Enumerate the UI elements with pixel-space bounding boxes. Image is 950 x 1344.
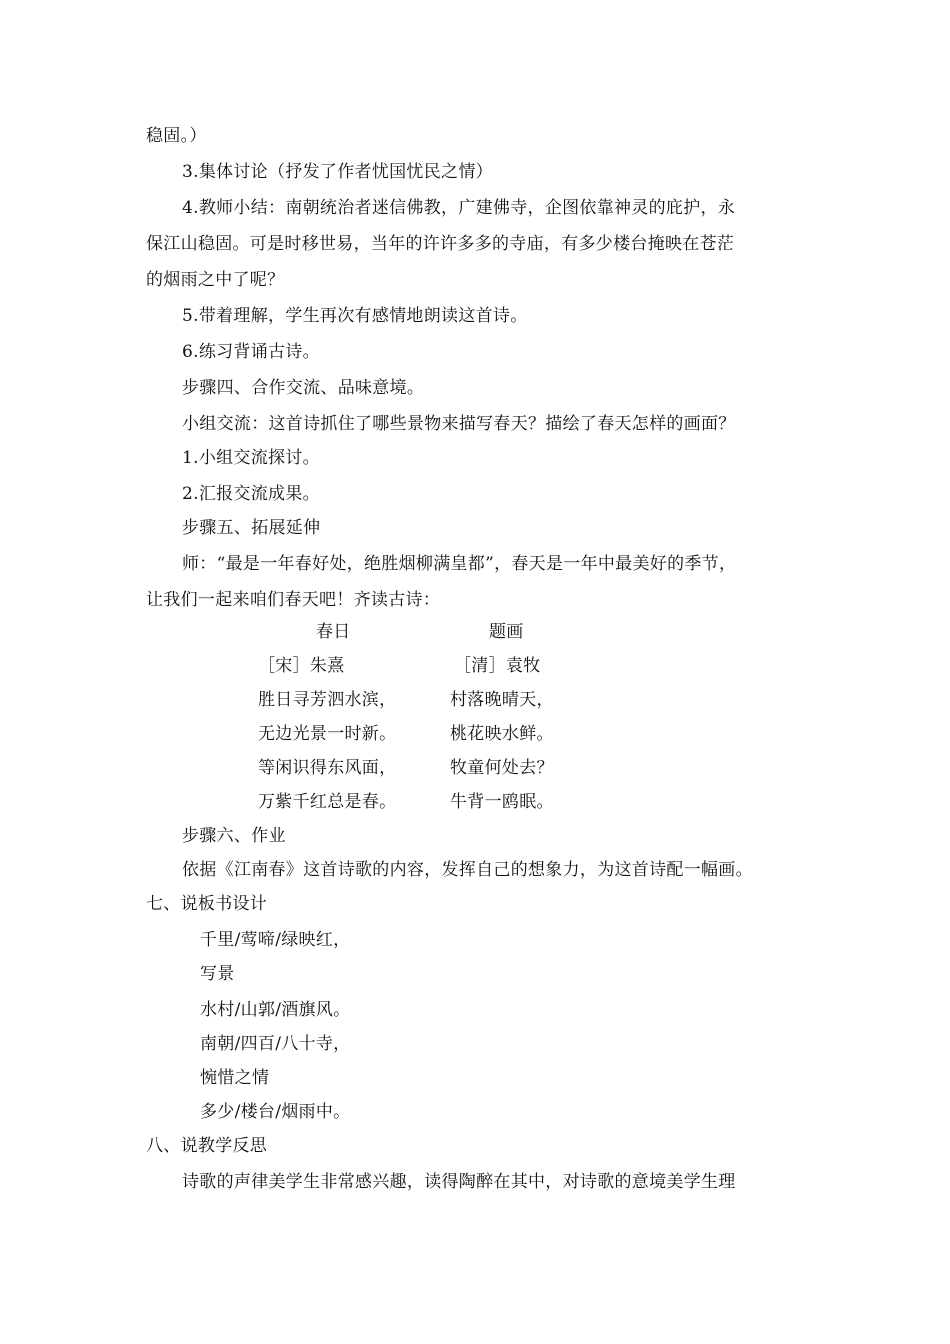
poem-right-line: 桃花映水鲜。: [450, 724, 554, 744]
poem-left-title: 春日: [316, 622, 351, 642]
board-line: 写景: [200, 964, 235, 984]
section8-heading: 八、说教学反思: [146, 1136, 268, 1156]
paragraph-teacher-line1: 师：“最是一年春好处，绝胜烟柳满皇都”，春天是一年中最美好的季节，: [182, 554, 737, 574]
paragraph-homework: 依据《江南春》这首诗歌的内容，发挥自己的想象力，为这首诗配一幅画。: [182, 860, 753, 880]
step4-heading: 步骤四、合作交流、品味意境。: [182, 378, 425, 398]
poem-left-line: 无边光景一时新。: [258, 724, 397, 744]
poem-right-line: 牧童何处去？: [450, 758, 554, 778]
board-line: 多少/楼台/烟雨中。: [200, 1102, 351, 1122]
step6-heading: 步骤六、作业: [182, 826, 286, 846]
poem-right-line: 村落晚晴天，: [450, 690, 554, 710]
poem-left-line: 胜日寻芳泗水滨，: [258, 690, 397, 710]
paragraph-continuation: 稳固。）: [146, 126, 207, 146]
section7-heading: 七、说板书设计: [146, 894, 268, 914]
board-line: 千里/莺啼/绿映红，: [200, 930, 351, 950]
paragraph-summary-line3: 的烟雨之中了呢？: [146, 270, 285, 290]
step5-heading: 步骤五、拓展延伸: [182, 518, 321, 538]
paragraph-report: 2.汇报交流成果。: [182, 484, 320, 504]
poem-left-line: 等闲识得东风面，: [258, 758, 397, 778]
board-line: 水村/山郭/酒旗风。: [200, 1000, 351, 1020]
paragraph-reread: 5.带着理解，学生再次有感情地朗读这首诗。: [182, 306, 528, 326]
paragraph-recite: 6.练习背诵古诗。: [182, 342, 320, 362]
board-line: 南朝/四百/八十寺，: [200, 1034, 351, 1054]
paragraph-group-exchange: 小组交流：这首诗抓住了哪些景物来描写春天？描绘了春天怎样的画面？: [182, 414, 736, 434]
poem-right-author: ［清］袁牧: [454, 656, 541, 676]
paragraph-group-discuss: 1.小组交流探讨。: [182, 448, 320, 468]
poem-right-title: 题画: [489, 622, 524, 642]
paragraph-teacher-line2: 让我们一起来咱们春天吧！齐读古诗：: [146, 590, 441, 610]
board-line: 惋惜之情: [200, 1068, 270, 1088]
paragraph-discussion: 3.集体讨论（抒发了作者忧国忧民之情）: [182, 162, 493, 182]
poem-right-line: 牛背一鸥眠。: [450, 792, 554, 812]
poem-left-line: 万紫千红总是春。: [258, 792, 397, 812]
paragraph-summary-line2: 保江山稳固。可是时移世易，当年的许许多多的寺庙，有多少楼台掩映在苍茫: [146, 234, 735, 254]
paragraph-summary-line1: 4.教师小结：南朝统治者迷信佛教，广建佛寺，企图依靠神灵的庇护，永: [182, 198, 736, 218]
poem-left-author: ［宋］朱熹: [258, 656, 345, 676]
paragraph-reflection: 诗歌的声律美学生非常感兴趣，读得陶醉在其中，对诗歌的意境美学生理: [182, 1172, 736, 1192]
